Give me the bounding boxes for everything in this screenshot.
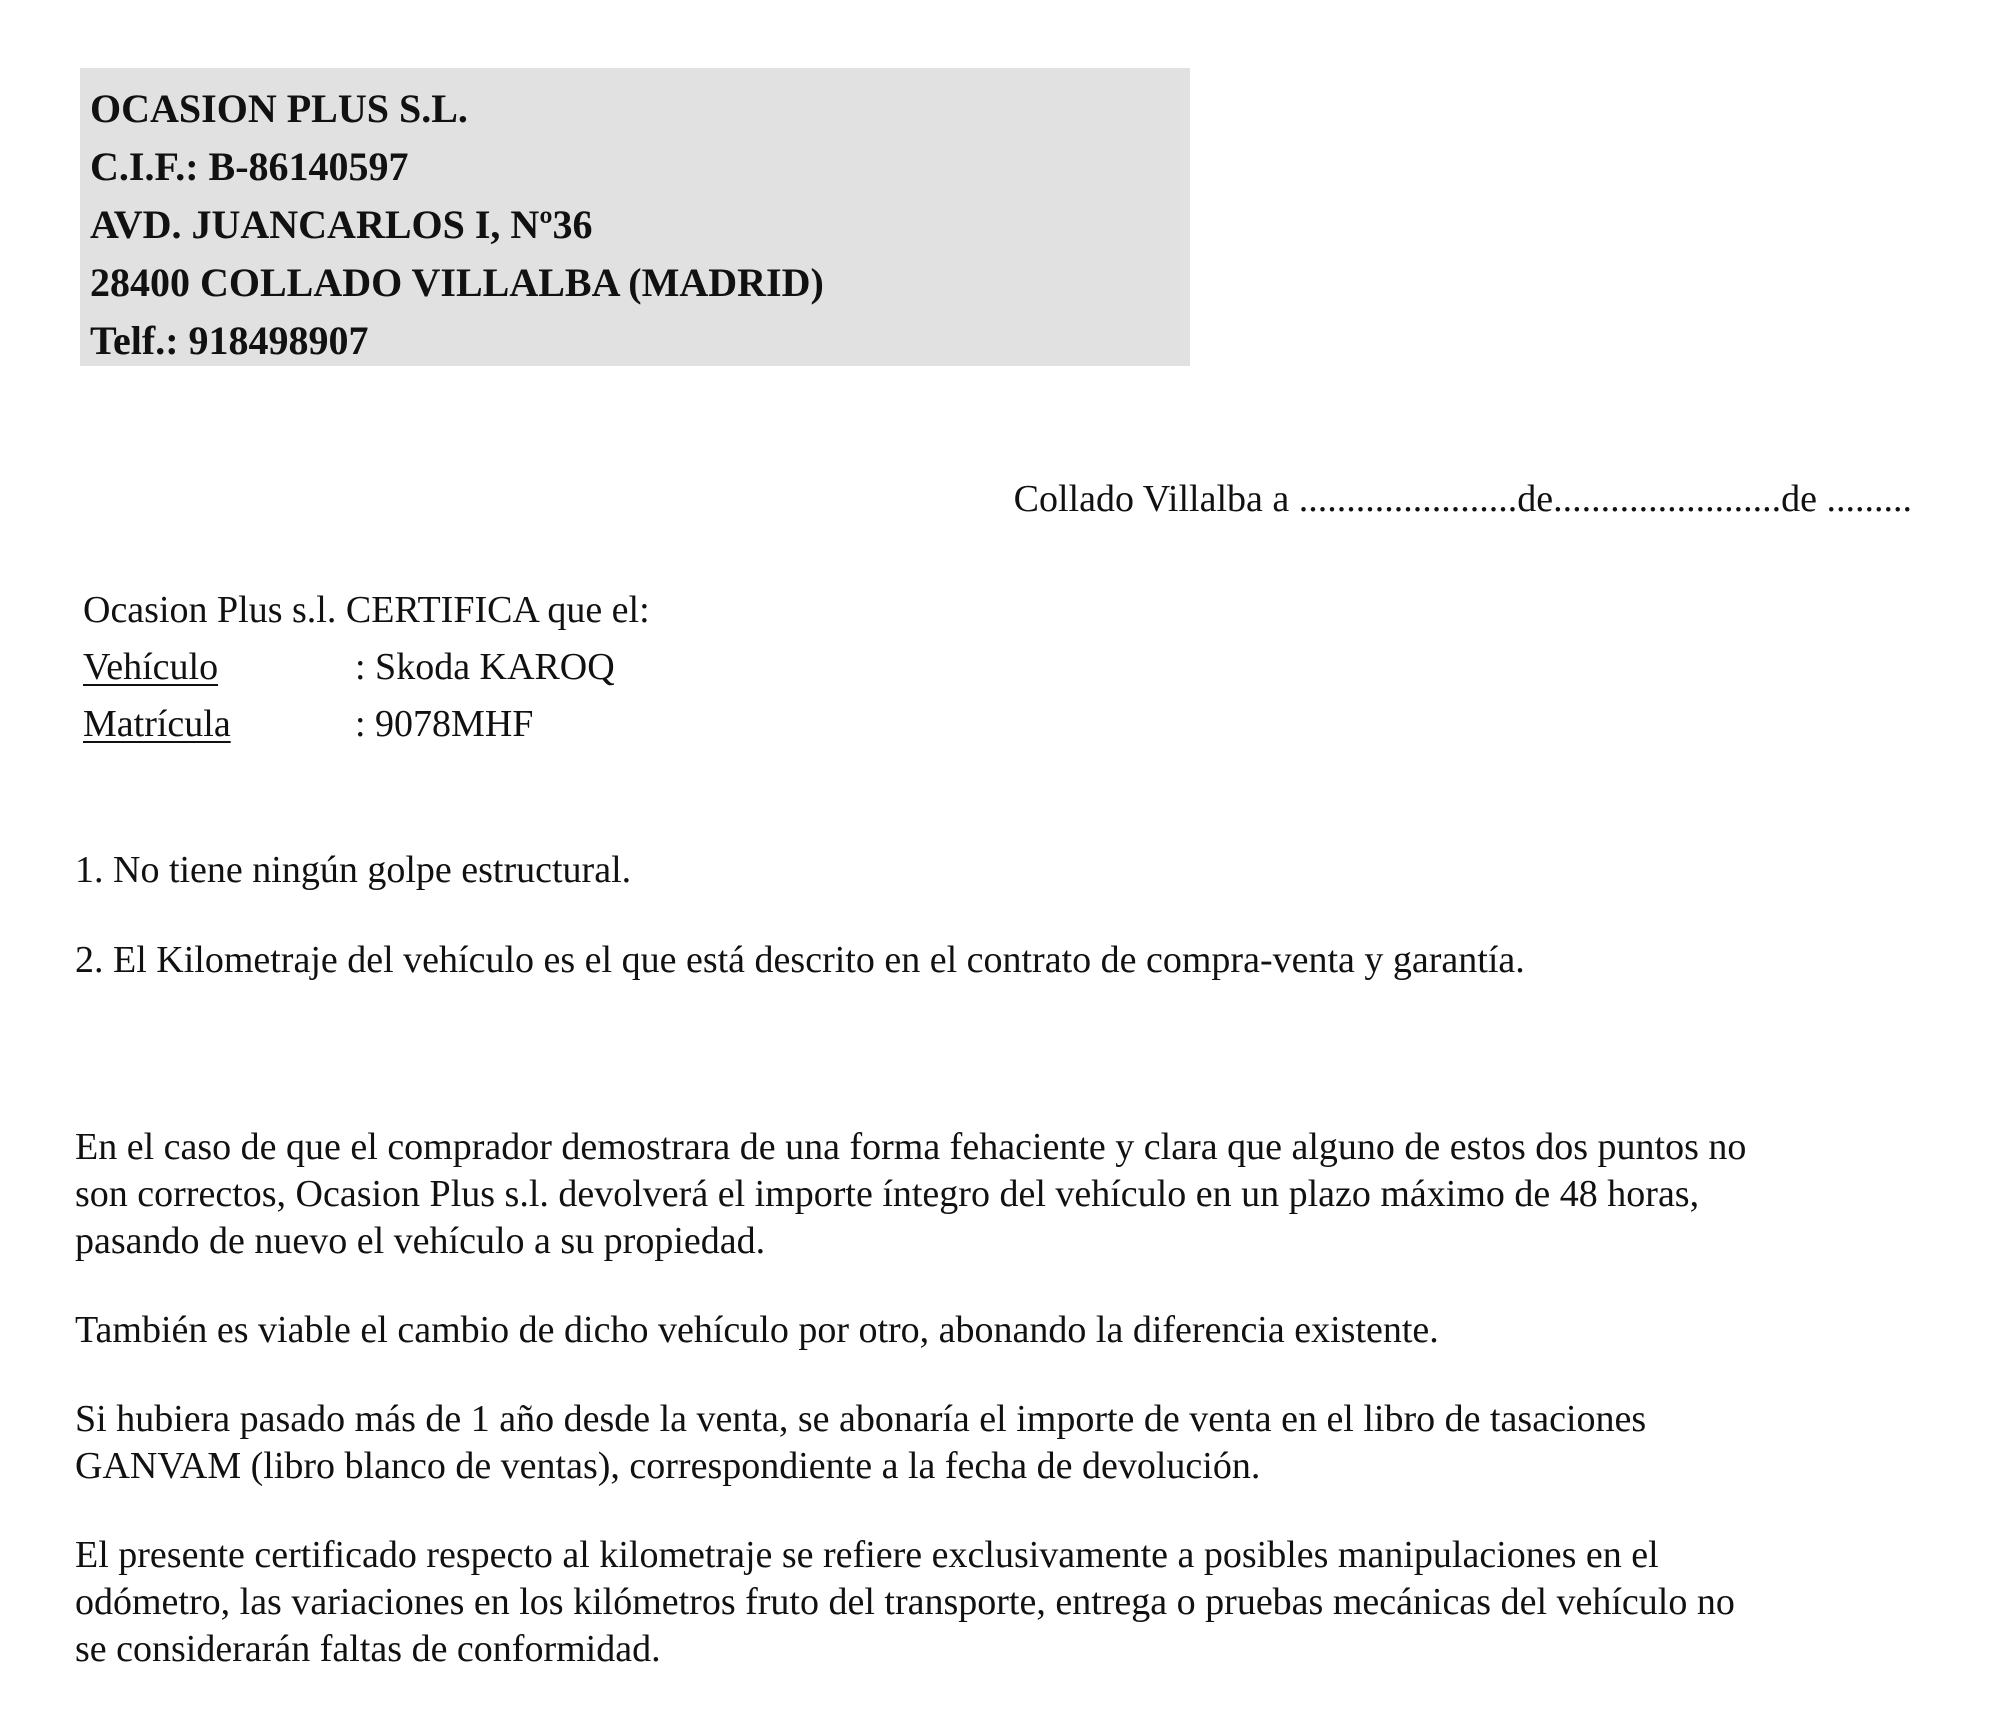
company-cif: C.I.F.: B-86140597 <box>90 144 409 189</box>
plate-label-cell <box>83 696 273 753</box>
company-header-box <box>80 68 1190 366</box>
plate-row <box>83 696 650 753</box>
paragraph-line: son correctos, Ocasion Plus s.l. devolverá el importe íntegro del vehículo en un plazo máximo de 48 horas, <box>75 1173 1700 1215</box>
conditions-text <box>75 1124 1935 1715</box>
plate-value: : 9078MHF <box>355 703 534 745</box>
paragraph-line: El presente certificado respecto al kilometraje se refiere exclusivamente a posibles manipulaciones en el <box>75 1534 1659 1576</box>
point-2: 2. El Kilometraje del vehículo es el que está descrito en el contrato de compra-venta y garantía. <box>75 939 1525 981</box>
paragraph-line: En el caso de que el comprador demostrara de una forma fehaciente y clara que alguno de estos dos puntos no <box>75 1126 1747 1168</box>
paragraph-line: pasando de nuevo el vehículo a su propiedad. <box>75 1220 766 1262</box>
vehicle-label-cell <box>83 639 273 696</box>
paragraph-exchange <box>75 1307 1935 1354</box>
company-address: AVD. JUANCARLOS I, Nº36 <box>90 202 593 247</box>
paragraph-line: odómetro, las variaciones en los kilómetros fruto del transporte, entrega o pruebas mecánicas del vehículo no <box>75 1581 1735 1623</box>
paragraph-ganvam <box>75 1396 1935 1490</box>
paragraph-line: GANVAM (libro blanco de ventas), correspondiente a la fecha de devolución. <box>75 1445 1261 1487</box>
paragraph-line: se considerarán faltas de conformidad. <box>75 1628 661 1670</box>
company-city: 28400 COLLADO VILLALBA (MADRID) <box>90 260 824 305</box>
certificate-intro-text: Ocasion Plus s.l. CERTIFICA que el: <box>83 589 650 631</box>
vehicle-value: : Skoda KAROQ <box>355 646 615 688</box>
paragraph-odometer <box>75 1532 1935 1673</box>
company-name: OCASION PLUS S.L. <box>90 86 468 131</box>
date-line: Collado Villalba a .......................de........................de ......... <box>1013 478 1912 520</box>
paragraph-refund <box>75 1124 1935 1265</box>
company-phone: Telf.: 918498907 <box>90 318 369 363</box>
paragraph-line: Si hubiera pasado más de 1 año desde la venta, se abonaría el importe de venta en el libro de tasaciones <box>75 1398 1647 1440</box>
paragraph-line: También es viable el cambio de dicho vehículo por otro, abonando la diferencia existente. <box>75 1309 1439 1351</box>
certificate-intro <box>83 582 650 639</box>
vehicle-label: Vehículo <box>83 646 219 688</box>
plate-label: Matrícula <box>83 703 231 745</box>
certificate-details <box>83 582 650 753</box>
vehicle-row <box>83 639 650 696</box>
point-1: 1. No tiene ningún golpe estructural. <box>75 849 632 891</box>
certified-points <box>75 845 1525 985</box>
